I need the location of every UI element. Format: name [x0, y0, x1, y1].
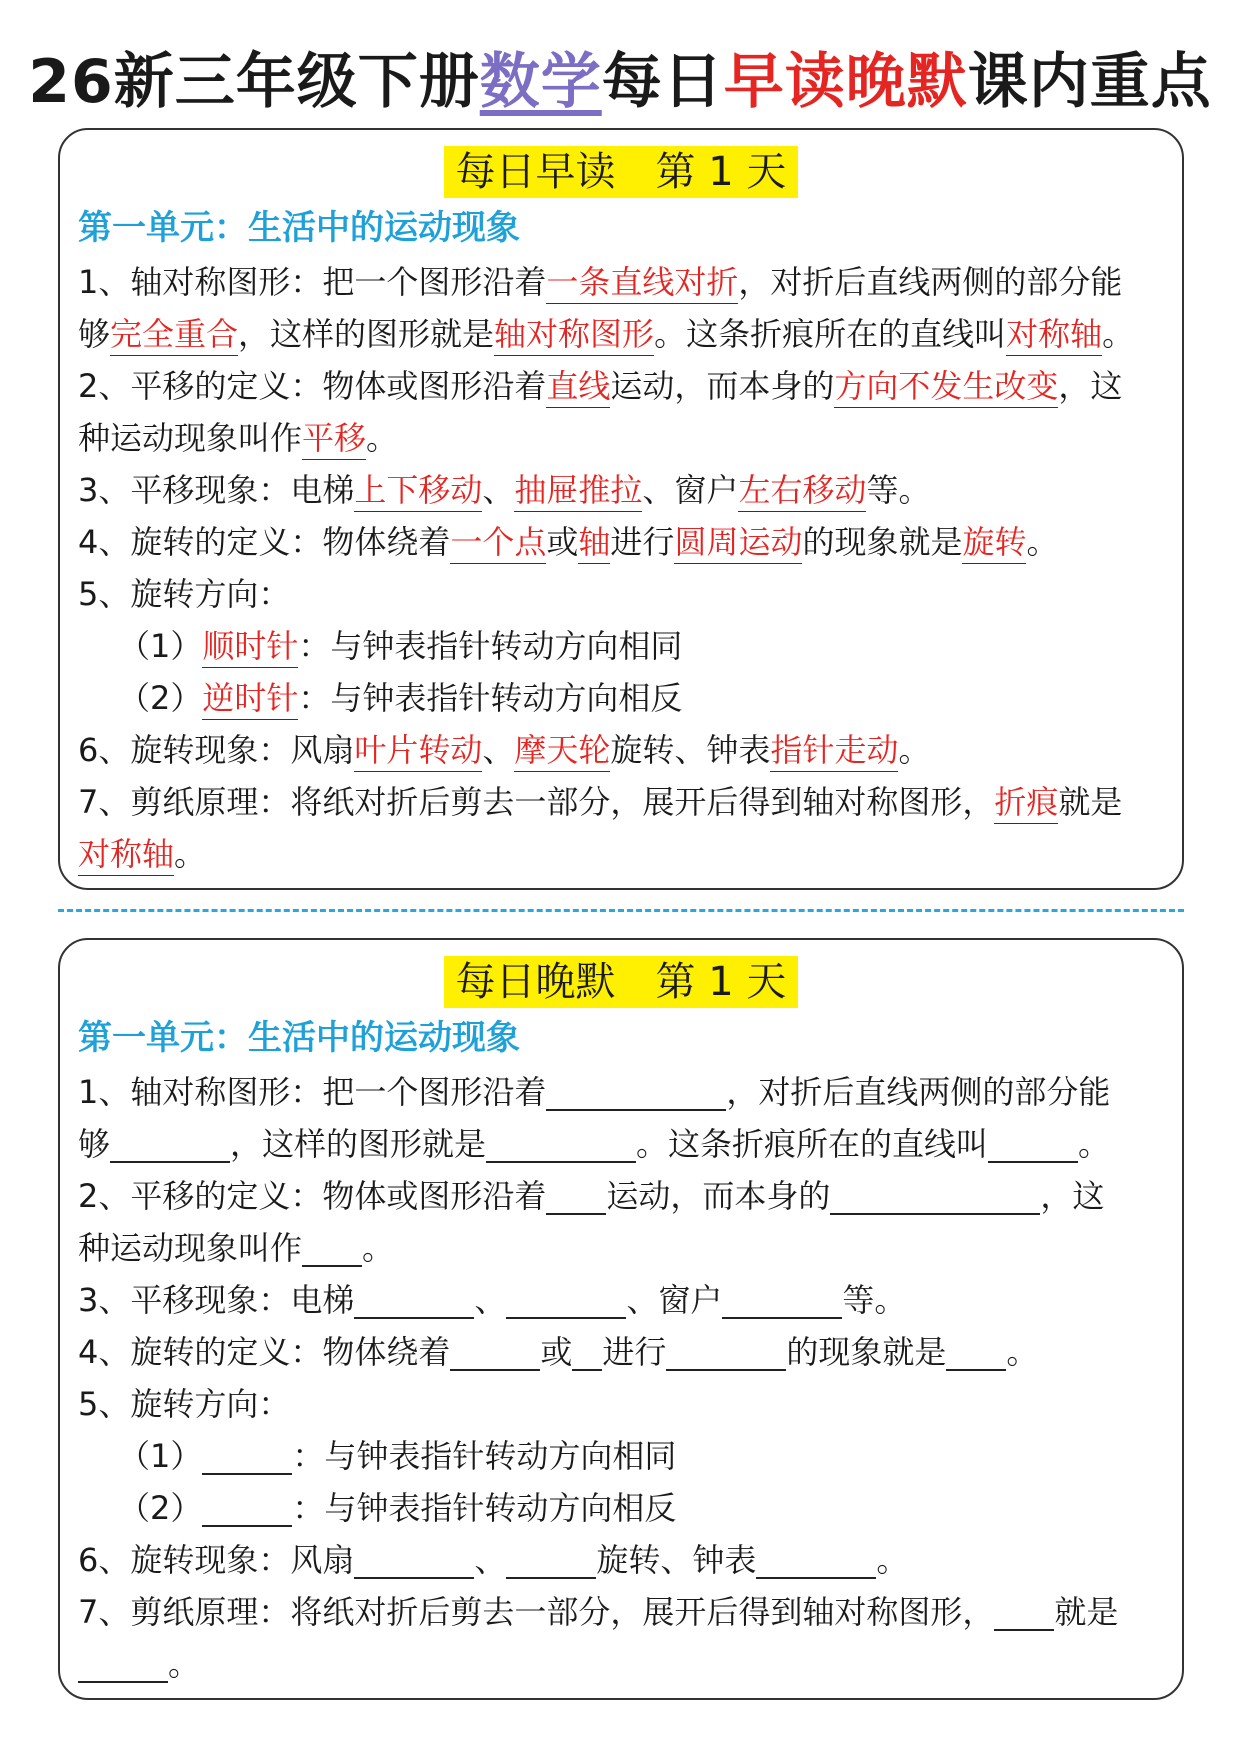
text: ，这: [1040, 1177, 1105, 1215]
page-title: [0, 42, 1240, 122]
evening-line-1: [78, 1066, 1168, 1118]
text: 。这条折痕所在的直线叫: [636, 1125, 989, 1163]
text: 。: [1102, 315, 1135, 353]
text: 。: [1006, 1333, 1039, 1371]
morning-line-9: [78, 672, 1168, 724]
text: 。: [876, 1541, 909, 1579]
text: 7、剪纸原理：将纸对折后剪去一部分，展开后得到轴对称图形，: [78, 1593, 995, 1631]
morning-line-6: [78, 516, 1168, 568]
text: 4、旋转的定义：物体绕着: [78, 523, 451, 561]
text: 6、旋转现象：风扇: [78, 731, 355, 769]
answer: 对称轴: [1006, 315, 1102, 356]
title-suffix: 课内重点: [967, 47, 1212, 117]
text: 等。: [866, 471, 931, 509]
morning-unit-heading: 第一单元：生活中的运动现象: [78, 208, 520, 248]
text: 1、轴对称图形：把一个图形沿着: [78, 263, 547, 301]
evening-line-9: [78, 1482, 1168, 1534]
answer: 一条直线对折: [546, 263, 738, 304]
fill-blank[interactable]: [546, 1069, 726, 1111]
answer: 旋转: [962, 523, 1026, 564]
text: 。: [174, 835, 207, 873]
morning-line-1: [78, 256, 1168, 308]
evening-day-badge: 每日晚默 第 1 天: [444, 956, 799, 1008]
morning-reading-card: [58, 128, 1184, 890]
title-daily: 每日: [601, 47, 724, 117]
text: 2、平移的定义：物体或图形沿着: [78, 1177, 547, 1215]
text: 种运动现象叫作: [78, 419, 303, 457]
fill-blank[interactable]: [354, 1277, 474, 1319]
answer: 顺时针: [202, 627, 298, 668]
text: 或: [546, 523, 579, 561]
text: ，对折后直线两侧的部分能: [726, 1073, 1111, 1111]
evening-line-4: [78, 1222, 1168, 1274]
fill-blank[interactable]: [506, 1277, 626, 1319]
dashed-divider: [58, 909, 1184, 912]
text: 1、轴对称图形：把一个图形沿着: [78, 1073, 547, 1111]
text: 运动，而本身的: [606, 1177, 831, 1215]
text: （2）: [118, 679, 203, 717]
text: 旋转、钟表: [610, 731, 771, 769]
text: 。: [1026, 523, 1059, 561]
text: 的现象就是: [786, 1333, 947, 1371]
answer: 平移: [302, 419, 366, 460]
evening-line-3: [78, 1170, 1168, 1222]
answer: 逆时针: [202, 679, 298, 720]
evening-line-12: [78, 1638, 1168, 1690]
fill-blank[interactable]: [78, 1641, 168, 1683]
text: ，这样的图形就是: [230, 1125, 487, 1163]
evening-line-10: [78, 1534, 1168, 1586]
answer: 直线: [546, 367, 610, 408]
title-highlight: 早读晚默: [723, 47, 968, 117]
text: 、窗户: [642, 471, 739, 509]
morning-line-8: [78, 620, 1168, 672]
text: 够: [78, 1125, 111, 1163]
morning-content: [78, 256, 1168, 880]
answer: 摩天轮: [514, 731, 610, 772]
fill-blank[interactable]: [994, 1589, 1054, 1631]
fill-blank[interactable]: [202, 1485, 292, 1527]
text: ：与钟表指针转动方向相反: [298, 679, 683, 717]
text: 。这条折痕所在的直线叫: [654, 315, 1007, 353]
answer: 圆周运动: [674, 523, 802, 564]
fill-blank[interactable]: [302, 1225, 362, 1267]
text: 、: [482, 731, 515, 769]
text: 或: [540, 1333, 573, 1371]
fill-blank[interactable]: [202, 1433, 292, 1475]
text: 4、旋转的定义：物体绕着: [78, 1333, 451, 1371]
fill-blank[interactable]: [486, 1121, 636, 1163]
answer: 轴: [578, 523, 610, 564]
morning-line-5: [78, 464, 1168, 516]
text: 就是: [1058, 783, 1123, 821]
answer: 完全重合: [110, 315, 238, 356]
text: 。: [1078, 1125, 1111, 1163]
evening-line-2: [78, 1118, 1168, 1170]
text: 进行: [602, 1333, 667, 1371]
text: 进行: [610, 523, 675, 561]
text: ：与钟表指针转动方向相反: [292, 1489, 677, 1527]
text: 2、平移的定义：物体或图形沿着: [78, 367, 547, 405]
fill-blank[interactable]: [110, 1121, 230, 1163]
fill-blank[interactable]: [722, 1277, 842, 1319]
evening-line-7: [78, 1378, 1168, 1430]
text: 5、旋转方向：: [78, 1385, 291, 1423]
evening-line-6: [78, 1326, 1168, 1378]
evening-recitation-card: [58, 938, 1184, 1700]
text: 种运动现象叫作: [78, 1229, 303, 1267]
text: 、: [474, 1541, 507, 1579]
evening-unit-heading: 第一单元：生活中的运动现象: [78, 1018, 520, 1058]
text: ：与钟表指针转动方向相同: [292, 1437, 677, 1475]
text: 3、平移现象：电梯: [78, 471, 355, 509]
fill-blank[interactable]: [830, 1173, 1040, 1215]
fill-blank[interactable]: [354, 1537, 474, 1579]
morning-line-10: [78, 724, 1168, 776]
evening-line-11: [78, 1586, 1168, 1638]
answer: 方向不发生改变: [834, 367, 1058, 408]
fill-blank[interactable]: [756, 1537, 876, 1579]
fill-blank[interactable]: [450, 1329, 540, 1371]
text: （1）: [118, 627, 203, 665]
fill-blank[interactable]: [546, 1173, 606, 1215]
evening-line-5: [78, 1274, 1168, 1326]
text: 。: [898, 731, 931, 769]
morning-line-11: [78, 776, 1168, 828]
text: 。: [362, 1229, 395, 1267]
text: ：与钟表指针转动方向相同: [298, 627, 683, 665]
text: （1）: [118, 1437, 203, 1475]
text: （2）: [118, 1489, 203, 1527]
text: 。: [168, 1645, 201, 1683]
text: 。: [366, 419, 399, 457]
answer: 一个点: [450, 523, 546, 564]
answer: 轴对称图形: [494, 315, 654, 356]
morning-line-12: [78, 828, 1168, 880]
answer: 指针走动: [770, 731, 898, 772]
fill-blank[interactable]: [946, 1329, 1006, 1371]
text: 、: [482, 471, 515, 509]
evening-line-8: [78, 1430, 1168, 1482]
text: 6、旋转现象：风扇: [78, 1541, 355, 1579]
answer: 叶片转动: [354, 731, 482, 772]
fill-blank[interactable]: [988, 1121, 1078, 1163]
answer: 上下移动: [354, 471, 482, 512]
morning-line-4: [78, 412, 1168, 464]
text: 等。: [842, 1281, 907, 1319]
text: 、: [474, 1281, 507, 1319]
text: ，这: [1058, 367, 1123, 405]
text: 7、剪纸原理：将纸对折后剪去一部分，展开后得到轴对称图形，: [78, 783, 995, 821]
text: 5、旋转方向：: [78, 575, 291, 613]
fill-blank[interactable]: [506, 1537, 596, 1579]
morning-line-2: [78, 308, 1168, 360]
text: ，这样的图形就是: [238, 315, 495, 353]
morning-day-badge: 每日早读 第 1 天: [444, 146, 799, 198]
text: ，对折后直线两侧的部分能: [738, 263, 1123, 301]
answer: 左右移动: [738, 471, 866, 512]
text: 运动，而本身的: [610, 367, 835, 405]
text: 旋转、钟表: [596, 1541, 757, 1579]
fill-blank[interactable]: [572, 1329, 602, 1371]
title-prefix: 26新三年级下册: [28, 47, 480, 117]
text: 的现象就是: [802, 523, 963, 561]
fill-blank[interactable]: [666, 1329, 786, 1371]
morning-line-7: [78, 568, 1168, 620]
evening-content: [78, 1066, 1168, 1690]
answer: 对称轴: [78, 835, 174, 876]
morning-line-3: [78, 360, 1168, 412]
answer: 折痕: [994, 783, 1058, 824]
text: 、窗户: [626, 1281, 723, 1319]
text: 3、平移现象：电梯: [78, 1281, 355, 1319]
title-subject: 数学: [479, 47, 602, 117]
text: 够: [78, 315, 111, 353]
text: 就是: [1054, 1593, 1119, 1631]
answer: 抽屉推拉: [514, 471, 642, 512]
